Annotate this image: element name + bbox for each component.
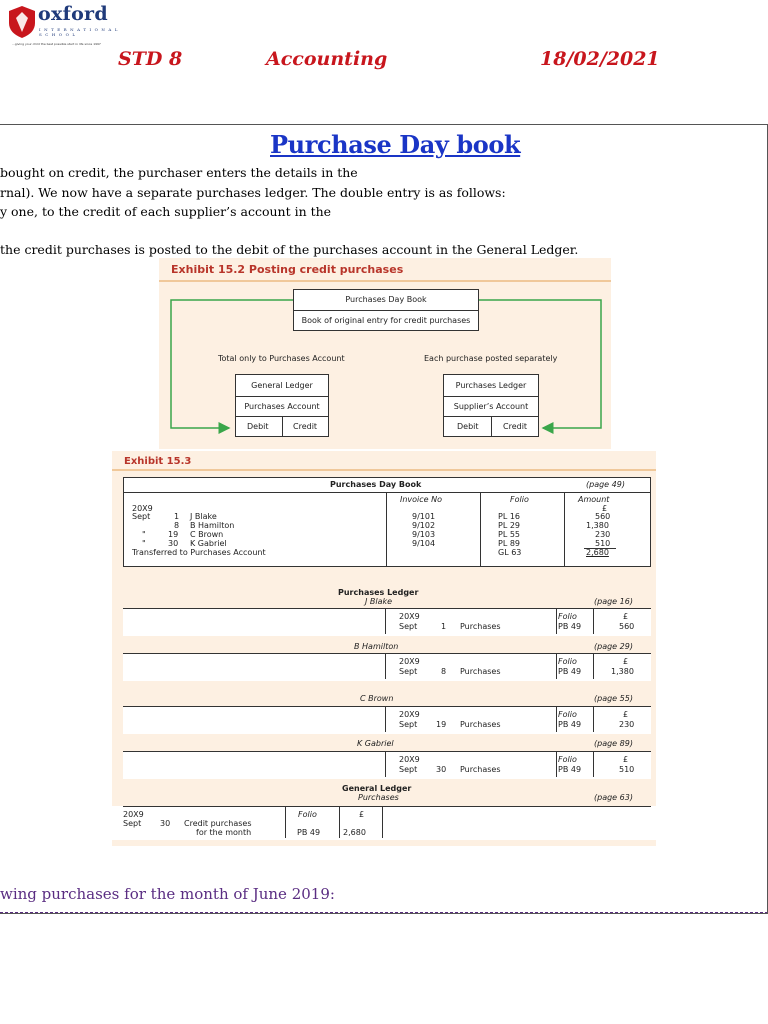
day-label: 8 xyxy=(441,667,447,676)
row-day: 8 xyxy=(174,521,180,530)
entry-description: Purchases xyxy=(460,720,501,729)
folio-label: Folio xyxy=(558,657,577,666)
day-label: 30 xyxy=(436,765,447,774)
box-title: Purchases Ledger xyxy=(455,381,527,390)
ledger-account-b-hamilton xyxy=(123,653,651,681)
page-title: Purchase Day book xyxy=(270,130,521,159)
left-caption: Total only to Purchases Account xyxy=(218,354,345,363)
folio-value: PB 49 xyxy=(558,667,582,676)
ledger-title: Purchases Ledger xyxy=(338,588,419,597)
table-title: Purchases Day Book xyxy=(330,480,422,489)
row-month: Sept xyxy=(132,512,151,521)
row-supplier: C Brown xyxy=(190,530,224,539)
body-text-line: rnal). We now have a separate purchases ledger. The double entry is as follows: xyxy=(0,185,506,200)
row-folio: PL 16 xyxy=(498,512,521,521)
row-day: 19 xyxy=(168,530,179,539)
exhibit-15-3 xyxy=(112,451,656,846)
entry-description-cont: for the month xyxy=(196,828,252,837)
row-amount: 510 xyxy=(595,539,611,548)
account-label: Purchases Account xyxy=(244,402,320,411)
box-subtitle: Book of original entry for credit purchases xyxy=(301,316,471,325)
account-name: J Blake xyxy=(365,597,393,606)
month-label: Sept xyxy=(399,622,418,631)
debit-label: Debit xyxy=(247,422,269,431)
year-label: 20X9 xyxy=(123,810,144,819)
folio-value: PB 49 xyxy=(558,622,582,631)
amount-value: 2,680 xyxy=(343,828,366,837)
exercise-prompt: wing purchases for the month of June 2019: xyxy=(0,885,335,903)
folio-value: PB 49 xyxy=(558,720,582,729)
transfer-folio: GL 63 xyxy=(498,548,522,557)
entry-description: Purchases xyxy=(460,622,501,631)
account-name: C Brown xyxy=(360,694,394,703)
row-invoice: 9/104 xyxy=(412,539,436,548)
subject-label: Accounting xyxy=(266,48,388,70)
body-text-line: bought on credit, the purchaser enters the details in the xyxy=(0,165,358,180)
row-supplier: J Blake xyxy=(190,512,217,521)
debit-label: Debit xyxy=(457,422,479,431)
month-label: Sept xyxy=(399,667,418,676)
logo-tagline: ...giving your child the best possible start in life since 1997 xyxy=(12,42,101,46)
body-text-line: the credit purchases is posted to the debit of the purchases account in the General Ledger. xyxy=(0,242,579,257)
purchases-day-book-table xyxy=(123,477,651,567)
exhibit-title: Exhibit 15.3 xyxy=(124,456,192,467)
page-ref: (page 29) xyxy=(594,642,633,651)
year-label: 20X9 xyxy=(399,755,420,764)
column-header: Amount xyxy=(578,495,610,504)
ledger-account-k-gabriel xyxy=(123,751,651,779)
page-ref: (page 89) xyxy=(594,739,633,748)
exhibit-title-bar xyxy=(112,469,656,471)
box-title: Purchases Day Book xyxy=(345,295,427,304)
row-amount: 1,380 xyxy=(586,521,609,530)
day-label: 19 xyxy=(436,720,447,729)
row-invoice: 9/101 xyxy=(412,512,436,521)
column-header: Folio xyxy=(510,495,529,504)
entry-description: Purchases xyxy=(460,765,501,774)
folio-value: PB 49 xyxy=(558,765,582,774)
right-caption: Each purchase posted separately xyxy=(424,354,558,363)
amount-value: 560 xyxy=(619,622,635,631)
row-invoice: 9/102 xyxy=(412,521,436,530)
folio-label: Folio xyxy=(558,612,577,621)
amount-value: 1,380 xyxy=(611,667,634,676)
ledger-account-c-brown xyxy=(123,706,651,734)
exhibit-15-2-diagram xyxy=(159,258,611,449)
account-label: Supplier’s Account xyxy=(453,402,529,411)
row-amount: 560 xyxy=(595,512,611,521)
credit-label: Credit xyxy=(293,422,318,431)
credit-label: Credit xyxy=(503,422,528,431)
currency-label: £ xyxy=(623,657,629,666)
standard-label: STD 8 xyxy=(118,48,183,70)
day-label: 30 xyxy=(160,819,171,828)
month-label: Sept xyxy=(123,819,142,828)
row-day: 30 xyxy=(168,539,179,548)
transfer-label: Transferred to Purchases Account xyxy=(132,548,266,557)
row-supplier: B Hamilton xyxy=(190,521,235,530)
account-name: Purchases xyxy=(358,793,399,802)
currency-label: £ xyxy=(623,755,629,764)
row-folio: PL 29 xyxy=(498,521,521,530)
box-title: General Ledger xyxy=(251,381,313,390)
year-label: 20X9 xyxy=(399,657,420,666)
exhibit-title: Exhibit 15.2 Posting credit purchases xyxy=(171,263,404,276)
row-supplier: K Gabriel xyxy=(190,539,227,548)
year-label: 20X9 xyxy=(399,612,420,621)
folio-label: Folio xyxy=(558,755,577,764)
ledger-account-purchases xyxy=(112,806,656,840)
currency-label: £ xyxy=(623,612,629,621)
page-ref: (page 63) xyxy=(594,793,633,802)
amount-value: 510 xyxy=(619,765,635,774)
page-ref: (page 16) xyxy=(594,597,633,606)
page-ref: (page 55) xyxy=(594,694,633,703)
account-name: B Hamilton xyxy=(354,642,399,651)
row-folio: PL 89 xyxy=(498,539,521,548)
logo-subtitle: INTERNATIONAL SCHOOL xyxy=(39,27,121,37)
purchases-day-book-box xyxy=(293,289,479,331)
entry-description: Credit purchases xyxy=(184,819,252,828)
logo-name: oxford xyxy=(38,3,108,25)
row-amount: 230 xyxy=(595,530,611,539)
day-label: 1 xyxy=(441,622,447,631)
year-label: 20X9 xyxy=(132,504,153,513)
column-header: Invoice No xyxy=(400,495,443,504)
currency-label: £ xyxy=(602,504,608,513)
ledger-title: General Ledger xyxy=(342,784,412,793)
school-logo xyxy=(8,3,121,46)
total-amount: 2,680 xyxy=(586,548,609,557)
year-label: 20X9 xyxy=(399,710,420,719)
date-label: 18/02/2021 xyxy=(540,48,660,70)
row-day: 1 xyxy=(174,512,180,521)
account-name: K Gabriel xyxy=(357,739,394,748)
row-month: " xyxy=(142,539,146,548)
page-ref: (page 49) xyxy=(586,480,625,489)
dashed-divider xyxy=(0,912,768,913)
currency-label: £ xyxy=(359,810,365,819)
row-month: " xyxy=(142,530,146,539)
amount-value: 230 xyxy=(619,720,635,729)
purchases-ledger-box xyxy=(443,374,539,437)
body-text-line: y one, to the credit of each supplier’s account in the xyxy=(0,204,332,219)
general-ledger-box xyxy=(235,374,329,437)
shield-icon xyxy=(8,5,36,39)
row-invoice: 9/103 xyxy=(412,530,436,539)
row-folio: PL 55 xyxy=(498,530,521,539)
month-label: Sept xyxy=(399,720,418,729)
month-label: Sept xyxy=(399,765,418,774)
folio-value: PB 49 xyxy=(297,828,321,837)
currency-label: £ xyxy=(623,710,629,719)
entry-description: Purchases xyxy=(460,667,501,676)
folio-label: Folio xyxy=(298,810,317,819)
ledger-account-j-blake xyxy=(123,608,651,636)
folio-label: Folio xyxy=(558,710,577,719)
